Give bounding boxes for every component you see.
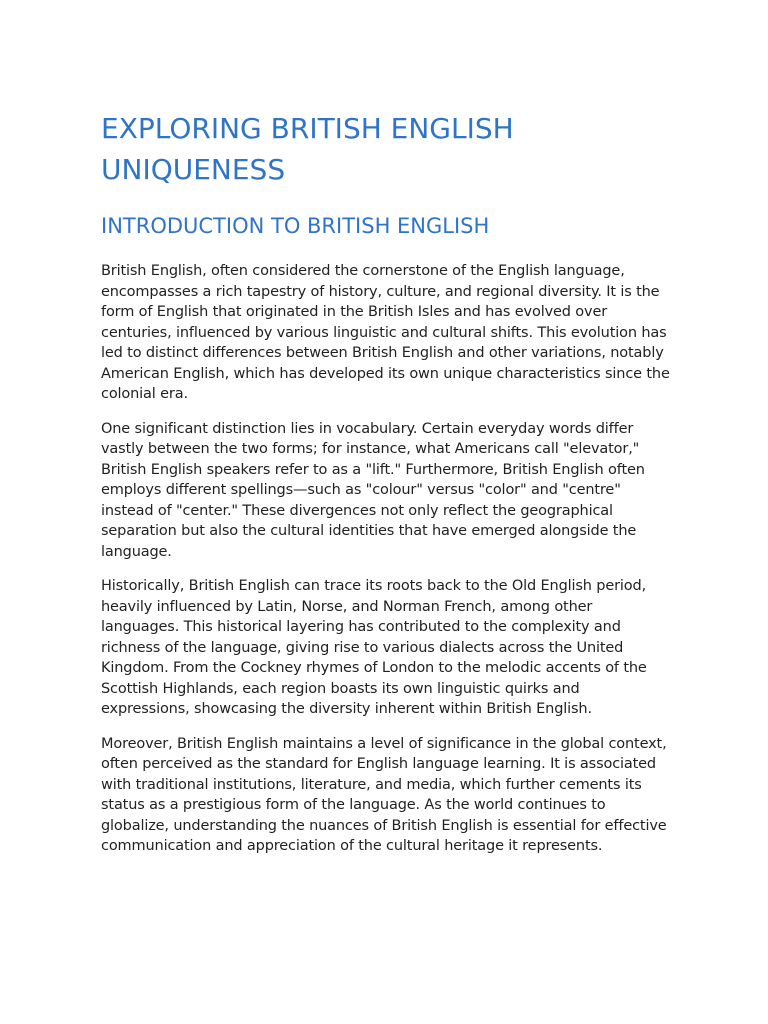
- document-title: EXPLORING BRITISH ENGLISH UNIQUENESS: [101, 112, 514, 186]
- document-content: [101, 108, 671, 857]
- paragraph-intro: British English, often considered the cornerstone of the English language, encompasses a rich tapestry of history, culture, and regional diversity. It is the form of English that originated in the British Isles and has evolved over centuries, influenced by various linguistic and cultural shifts. This evolution has led to distinct differences between British English and other variations, notably American English, which has developed its own unique characteristics since the colonial era.: [101, 263, 670, 402]
- paragraph-history: Historically, British English can trace its roots back to the Old English period, heavily influenced by Latin, Norse, and Norman French, among other languages. This historical layering has contributed to the complexity and richness of the language, giving rise to various dialects across the United Kingdom. From the Cockney rhymes of London to the melodic accents of the Scottish Highlands, each region boasts its own linguistic quirks and expressions, showcasing the diversity inherent within British English.: [101, 578, 647, 717]
- section-heading: INTRODUCTION TO BRITISH ENGLISH: [101, 214, 490, 238]
- paragraph-vocabulary: One significant distinction lies in vocabulary. Certain everyday words differ vastly between the two forms; for instance, what Americans call "elevator," British English speakers refer to as a "lift." Furthermore, British English often employs different spellings—such as "colour" versus "color" and "centre" instead of "center." These divergences not only reflect the geographical separation but also the cultural identities that have emerged alongside the language.: [101, 420, 645, 560]
- paragraph-significance: Moreover, British English maintains a level of significance in the global context, often perceived as the standard for English language learning. It is associated with traditional institutions, literature, and media, which further cements its status as a prestigious form of the language. As the world continues to globalize, understanding the nuances of British English is essential for effective communication and appreciation of the cultural heritage it represents.: [101, 735, 667, 854]
